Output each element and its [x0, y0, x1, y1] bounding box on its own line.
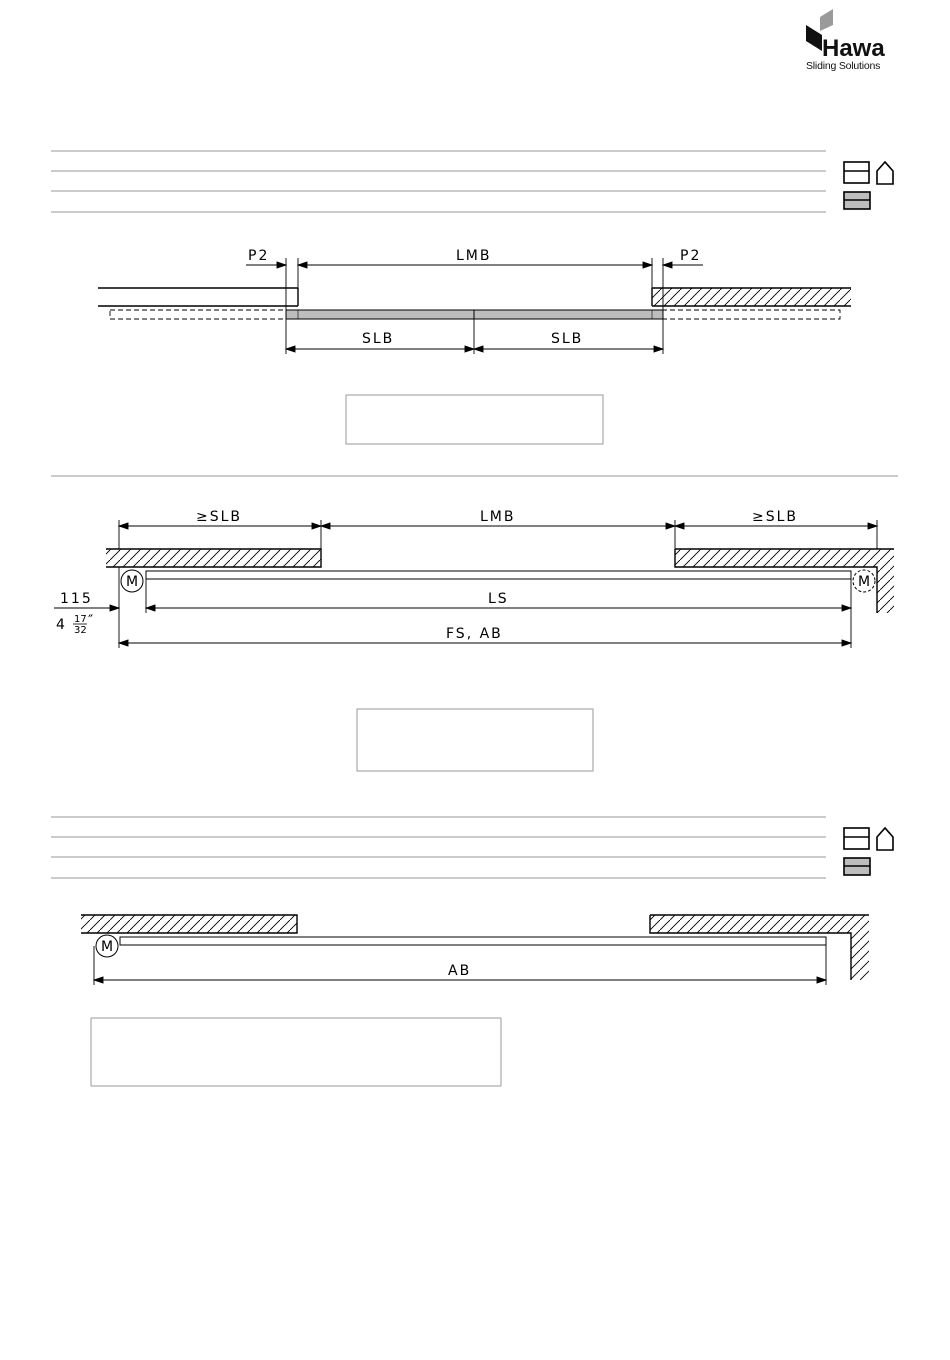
wall-right	[652, 288, 851, 306]
marker-right-2	[853, 570, 875, 592]
label-offset-in-den: 32	[74, 625, 87, 636]
label-min-slb-left: ≥SLB	[196, 509, 243, 525]
label-min-slb-right: ≥SLB	[752, 509, 799, 525]
diagram-3	[81, 915, 869, 1086]
label-lmb-1: LMB	[456, 248, 492, 264]
wall-left-3	[81, 915, 297, 933]
marker-left-3	[96, 935, 118, 957]
section2-icons	[844, 828, 893, 875]
hawa-logo	[806, 9, 885, 72]
marker-left-2	[121, 570, 143, 592]
label-slb-left: SLB	[362, 331, 395, 347]
diagram-2	[54, 509, 894, 771]
house-icon	[877, 162, 893, 184]
door-panel-icon	[844, 162, 869, 183]
extension-lines-1	[286, 258, 663, 354]
sliding-leaves	[286, 310, 663, 319]
house-icon	[877, 828, 893, 850]
label-fs-ab: FS, AB	[446, 626, 503, 642]
filled-panel-icon	[844, 858, 870, 875]
note-box-1	[346, 395, 603, 444]
wall-left	[98, 288, 298, 306]
wall-left-2	[106, 549, 321, 567]
wall-right-3	[650, 915, 869, 980]
logo-shape-black	[806, 25, 822, 51]
section2-header-rules	[51, 817, 826, 878]
dimension-ls	[54, 605, 851, 611]
marker-m-left: M	[125, 574, 139, 590]
logo-tagline: Sliding Solutions	[806, 60, 881, 72]
label-ls: LS	[488, 591, 509, 607]
label-offset-mm: 115	[60, 591, 93, 607]
dimension-bottom-1	[286, 346, 663, 352]
label-inch-mark: ″	[88, 613, 94, 629]
label-p2-left: P2	[248, 248, 270, 264]
label-slb-right: SLB	[551, 331, 584, 347]
label-offset-in-num: 17	[74, 614, 87, 625]
diagram-1	[98, 248, 851, 444]
door-panel-icon	[844, 828, 869, 849]
label-p2-right: P2	[680, 248, 702, 264]
label-offset-in-whole: 4	[56, 617, 67, 633]
label-ab: AB	[448, 963, 472, 979]
track-rail-2	[146, 571, 851, 579]
offset-inches	[56, 613, 93, 636]
logo-brand-text: Hawa	[822, 35, 885, 62]
marker-m-right: M	[857, 574, 871, 590]
filled-panel-icon	[844, 192, 870, 209]
marker-m-left-3: M	[100, 939, 114, 955]
section1-icons	[844, 162, 893, 209]
label-lmb-2: LMB	[480, 509, 516, 525]
note-box-3	[91, 1018, 501, 1086]
logo-shape-grey	[820, 9, 833, 31]
note-box-2	[357, 709, 593, 771]
track-rail-3	[120, 937, 826, 945]
section1-header-rules	[51, 151, 826, 212]
